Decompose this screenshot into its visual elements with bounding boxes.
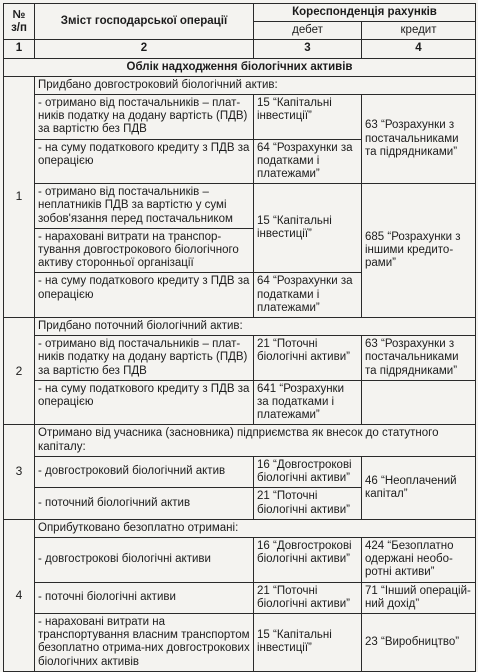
col-num-1: 1 <box>4 40 35 58</box>
group-1-number: 1 <box>4 76 35 317</box>
group-1-title-row <box>4 76 476 94</box>
header-credit: кредит <box>362 22 476 40</box>
debit-cell: 16 “Довгострокові біологічні активи” <box>254 537 362 582</box>
group-2-title-row <box>4 318 476 336</box>
operation-text: - довгострокові біологічні активи <box>35 537 254 582</box>
operation-text: - нараховані витрати на транспортування власним транспортом безоплатно отрима-них довгострокових біологічних активів <box>35 613 254 671</box>
group-1-title: Придбано довгостроковий біологічний актив: <box>35 76 476 94</box>
credit-cell: 46 “Неоплачений капітал” <box>362 456 476 519</box>
group-4-title-row <box>4 519 476 537</box>
debit-cell: 16 “Довгострокові біологічні активи” <box>254 456 362 487</box>
group-2-number: 2 <box>4 318 35 425</box>
credit-cell: 71 “Інший операцій-ний дохід” <box>362 582 476 613</box>
header-row <box>4 4 476 22</box>
operation-text: - нараховані витрати на транспор-тування довгострокового біологічного активу сторонньої організації <box>35 228 254 273</box>
operation-text: - довгостроковий біологічний актив <box>35 456 254 487</box>
accounting-table <box>3 3 476 672</box>
column-number-row <box>4 40 476 58</box>
operation-text: - отримано від постачальників – плат-ників податку на додану вартість (ПДВ) за вартістю без ПДВ <box>35 336 254 381</box>
group-4-number: 4 <box>4 519 35 671</box>
credit-cell: 63 “Розрахунки з постачальниками та підрядниками” <box>362 336 476 381</box>
table-row <box>4 184 476 229</box>
header-num: № з/п <box>4 4 35 40</box>
debit-cell: 21 “Поточні біологічні активи” <box>254 488 362 519</box>
debit-cell: 15 “Капітальні інвестиції” <box>254 95 362 140</box>
credit-cell: 685 “Розрахунки з іншими кредито-рами” <box>362 184 476 318</box>
credit-cell: 63 “Розрахунки з постачальниками та підрядниками” <box>362 95 476 184</box>
operation-text: - отримано від постачальників – неплатників ПДВ за вартістю у сумі зобов'язання перед постачальником <box>35 184 254 229</box>
col-num-3: 3 <box>254 40 362 58</box>
table-row <box>4 456 476 487</box>
header-correspondence: Кореспонденція рахунків <box>254 4 476 22</box>
table-row <box>4 95 476 140</box>
table-row <box>4 537 476 582</box>
operation-text: - на суму податкового кредиту з ПДВ за операцією <box>35 273 254 318</box>
group-3-title-row <box>4 425 476 456</box>
header-content: Зміст господарської операції <box>35 4 254 40</box>
group-3-title: Отримано від учасника (засновника) підприємства як внесок до статутного капіталу: <box>35 425 476 456</box>
group-4-title: Оприбутковано безоплатно отримані: <box>35 519 476 537</box>
debit-cell: 641 “Розрахунки за податками і платежами” <box>254 380 362 425</box>
table-row <box>4 380 476 425</box>
operation-text: - на суму податкового кредиту з ПДВ за операцією <box>35 380 254 425</box>
table-row <box>4 582 476 613</box>
header-debit: дебет <box>254 22 362 40</box>
group-3-number: 3 <box>4 425 35 519</box>
col-num-2: 2 <box>35 40 254 58</box>
operation-text: - отримано від постачальників – плат-ників податку на додану вартість (ПДВ) за вартістю без ПДВ <box>35 95 254 140</box>
table-row <box>4 336 476 381</box>
credit-cell: 23 “Виробництво” <box>362 613 476 671</box>
section-row <box>4 58 476 76</box>
table-row <box>4 613 476 671</box>
debit-cell: 64 “Розрахунки за податками і платежами” <box>254 139 362 184</box>
operation-text: - поточні біологічні активи <box>35 582 254 613</box>
debit-cell: 15 “Капітальні інвестиції” <box>254 184 362 273</box>
debit-cell: 21 “Поточні біологічні активи” <box>254 582 362 613</box>
debit-cell: 64 “Розрахунки за податками і платежами” <box>254 273 362 318</box>
operation-text: - на суму податкового кредиту з ПДВ за операцією <box>35 139 254 184</box>
section-title: Облік надходження біологічних активів <box>4 58 476 76</box>
credit-cell: 424 “Безоплатно одержані необо-ротні активи” <box>362 537 476 582</box>
credit-cell-empty <box>362 380 476 425</box>
operation-text: - поточний біологічний актив <box>35 488 254 519</box>
debit-cell: 15 “Капітальні інвестиції” <box>254 613 362 671</box>
group-2-title: Придбано поточний біологічний актив: <box>35 318 476 336</box>
debit-cell: 21 “Поточні біологічні активи” <box>254 336 362 381</box>
col-num-4: 4 <box>362 40 476 58</box>
